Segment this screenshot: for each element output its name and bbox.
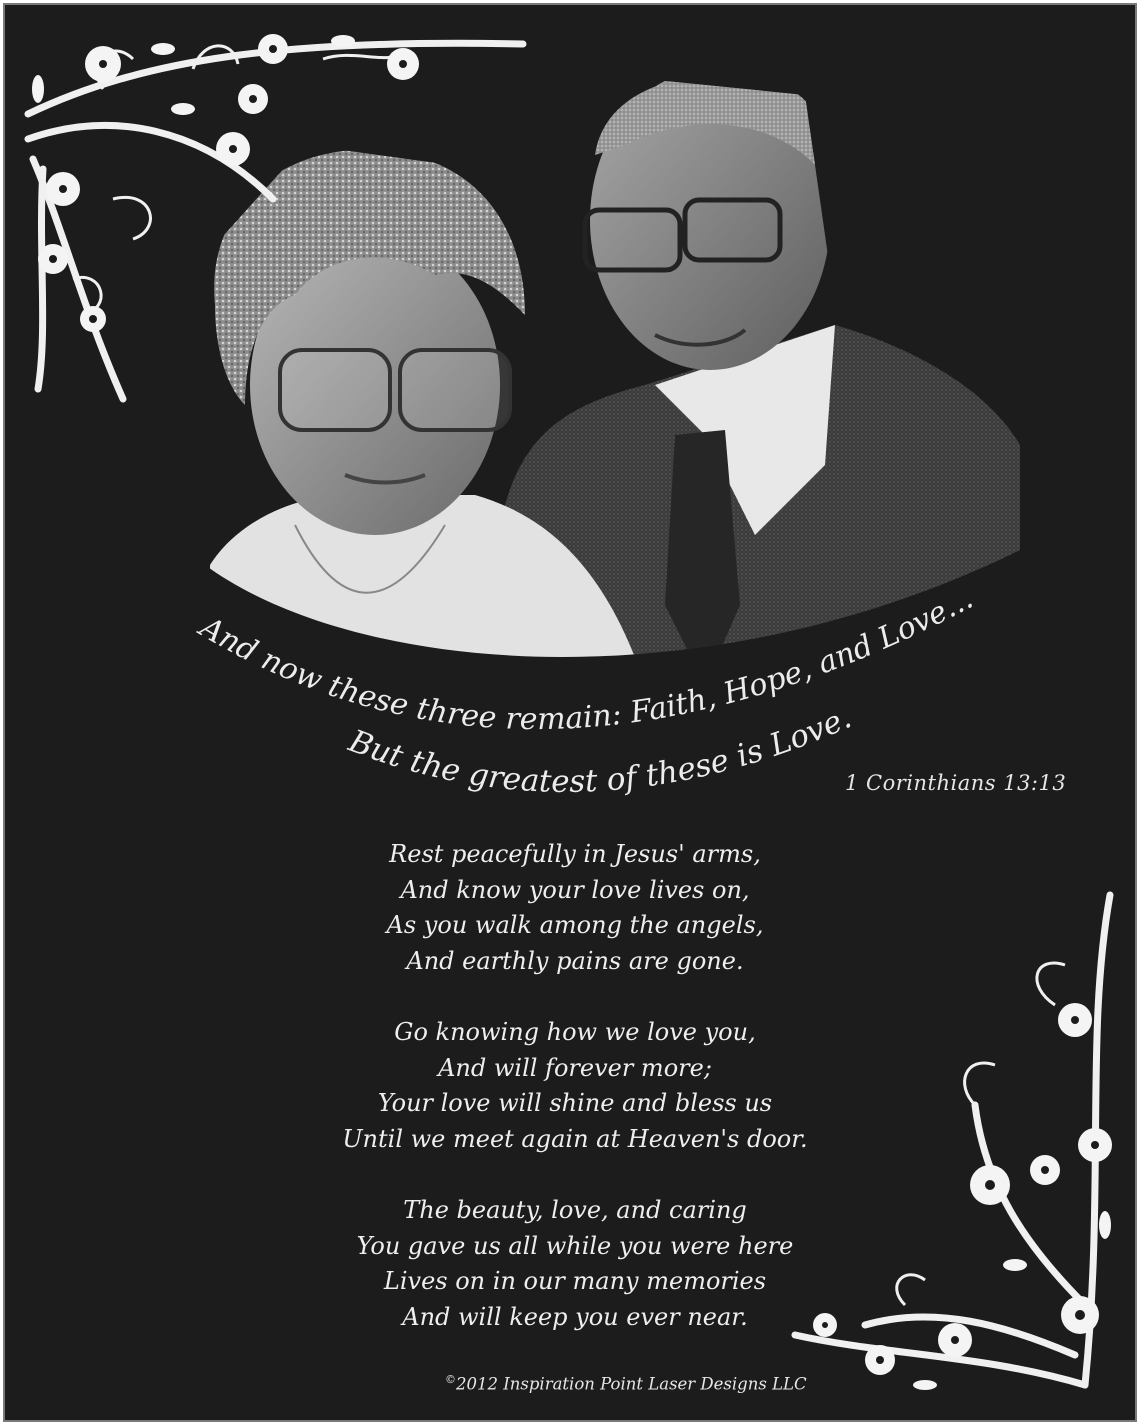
poem-line: And will forever more; bbox=[438, 1053, 712, 1082]
poem-line: You gave us all while you were here bbox=[356, 1231, 794, 1260]
floral-vine-bottom-right-icon bbox=[785, 885, 1125, 1395]
floral-vine-top-left-icon bbox=[23, 29, 533, 409]
poem-line: And will keep you ever near. bbox=[402, 1302, 748, 1331]
copyright-notice bbox=[445, 1373, 807, 1394]
poem-stanza-2 bbox=[295, 1015, 855, 1157]
poem-line: The beauty, love, and caring bbox=[403, 1196, 747, 1224]
poem-line: And earthly pains are gone. bbox=[406, 946, 744, 975]
verse-line-2: But the greatest of these is Love. bbox=[343, 699, 857, 800]
poem-line: Lives on in our many memories bbox=[383, 1267, 767, 1295]
poem-stanza-3 bbox=[295, 1193, 855, 1335]
poem-line: Rest peacefully in Jesus' arms, bbox=[389, 840, 761, 868]
poem-line: Until we meet again at Heaven's door. bbox=[342, 1124, 808, 1153]
poem-line: As you walk among the angels, bbox=[386, 911, 764, 939]
poem-line: Your love will shine and bless us bbox=[377, 1089, 773, 1117]
poem-stanza-1 bbox=[295, 837, 855, 979]
copyright-symbol: © bbox=[445, 1373, 456, 1386]
verse-line-1: And now these three remain: Faith, Hope, and Love... bbox=[193, 581, 979, 738]
poem-line: Go knowing how we love you, bbox=[394, 1018, 756, 1046]
copyright-text: 2012 Inspiration Point Laser Designs LLC bbox=[456, 1374, 807, 1394]
poem-line: And know your love lives on, bbox=[400, 875, 750, 904]
verse-reference: 1 Corinthians 13:13 bbox=[845, 771, 1067, 795]
memorial-plaque bbox=[3, 3, 1137, 1422]
